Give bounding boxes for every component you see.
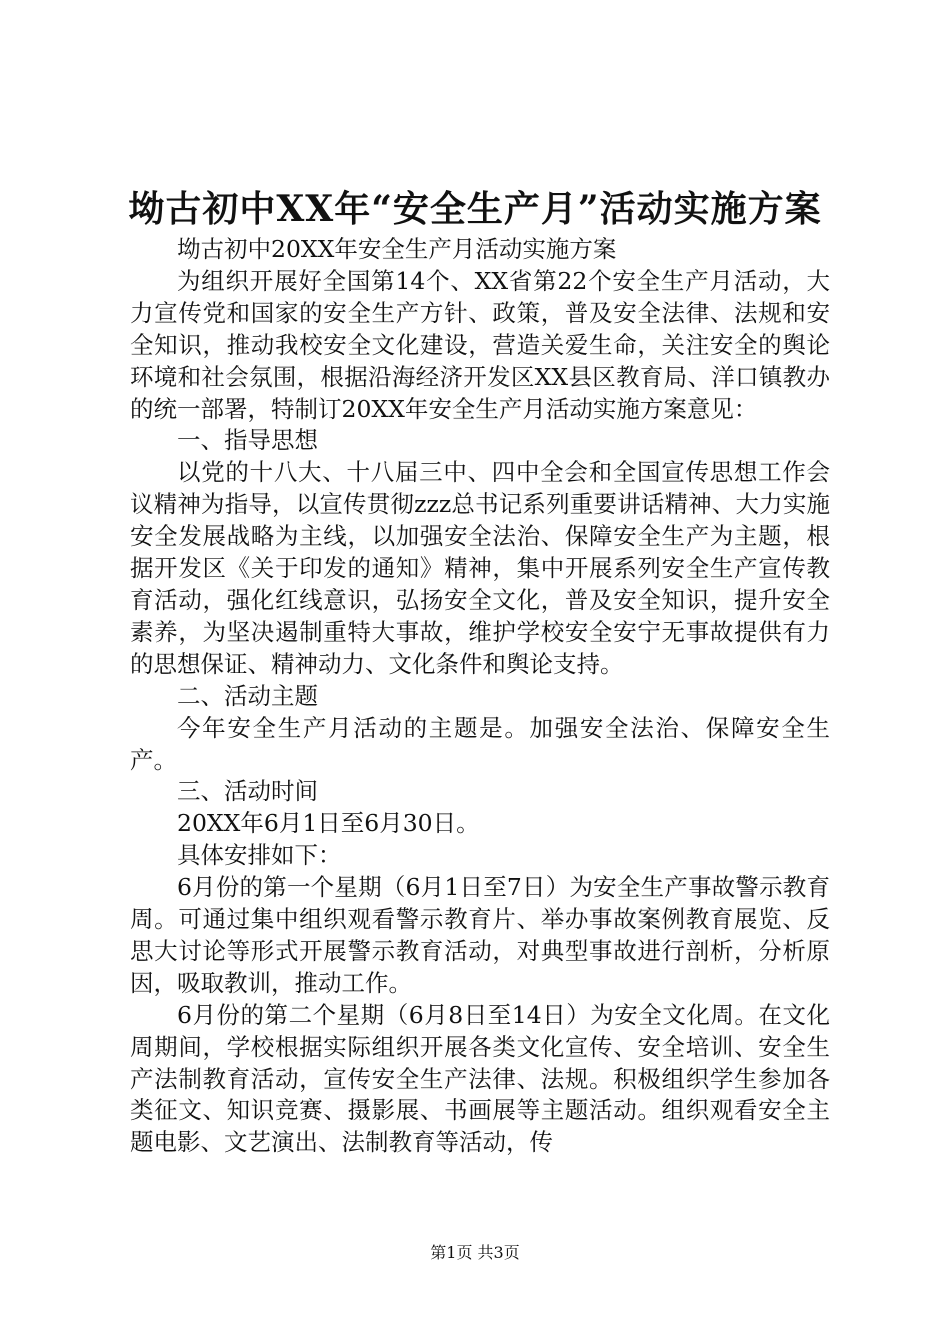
- paragraph-subtitle: 坳古初中20XX年安全生产月活动实施方案: [177, 235, 617, 263]
- document-title: 坳古初中XX年“安全生产月”活动实施方案: [128, 188, 822, 230]
- page-footer: 第1页 共3页: [430, 1243, 520, 1262]
- paragraph-activity-theme: 今年安全生产月活动的主题是。加强安全法治、保障安全生产。: [130, 713, 830, 774]
- paragraph-guiding-thought: 以党的十八大、十八届三中、四中全会和全国宣传思想工作会议精神为指导，以宣传贯彻zzz总书记系列重要讲话精神、大力实施安全发展战略为主线，以加强安全法治、保障安全生产为主题，根据开发区《关于印发的通知》精神，集中开展系列安全生产宣传教育活动，强化红线意识，弘扬安全文化，普及安全知识，提升安全素养，为坚决遏制重特大事故，维护学校安全安宁无事故提供有力的思想保证、精神动力、文化条件和舆论支持。: [130, 458, 830, 678]
- heading-activity-time: 三、活动时间: [177, 777, 318, 806]
- paragraph-intro: 为组织开展好全国第14个、XX省第22个安全生产月活动，大力宣传党和国家的安全生产方针、政策，普及安全法律、法规和安全知识，推动我校安全文化建设，营造关爱生命，关注安全的舆论环境和社会氛围，根据沿海经济开发区XX县区教育局、洋口镇教办的统一部署，特制订20XX年安全生产月活动实施方案意见：: [130, 266, 830, 423]
- paragraph-schedule-intro: 具体安排如下：: [177, 841, 342, 870]
- paragraph-week-one: 6月份的第一个星期（6月1日至7日）为安全生产事故警示教育周。可通过集中组织观看警示教育片、举办事故案例教育展览、反思大讨论等形式开展警示教育活动，对典型事故进行剖析，分析原因，吸取教训，推动工作。: [130, 873, 830, 997]
- paragraph-activity-time: 20XX年6月1日至6月30日。: [177, 809, 480, 838]
- document-body: [130, 234, 830, 1159]
- heading-activity-theme: 二、活动主题: [177, 681, 318, 710]
- heading-guiding-thought: 一、指导思想: [177, 426, 318, 455]
- paragraph-week-two: 6月份的第二个星期（6月8日至14日）为安全文化周。在文化周期间，学校根据实际组织开展各类文化宣传、安全培训、安全生产法制教育活动，宣传安全生产法律、法规。积极组织学生参加各类征文、知识竞赛、摄影展、书画展等主题活动。组织观看安全主题电影、文艺演出、法制教育等活动，传: [130, 1000, 830, 1157]
